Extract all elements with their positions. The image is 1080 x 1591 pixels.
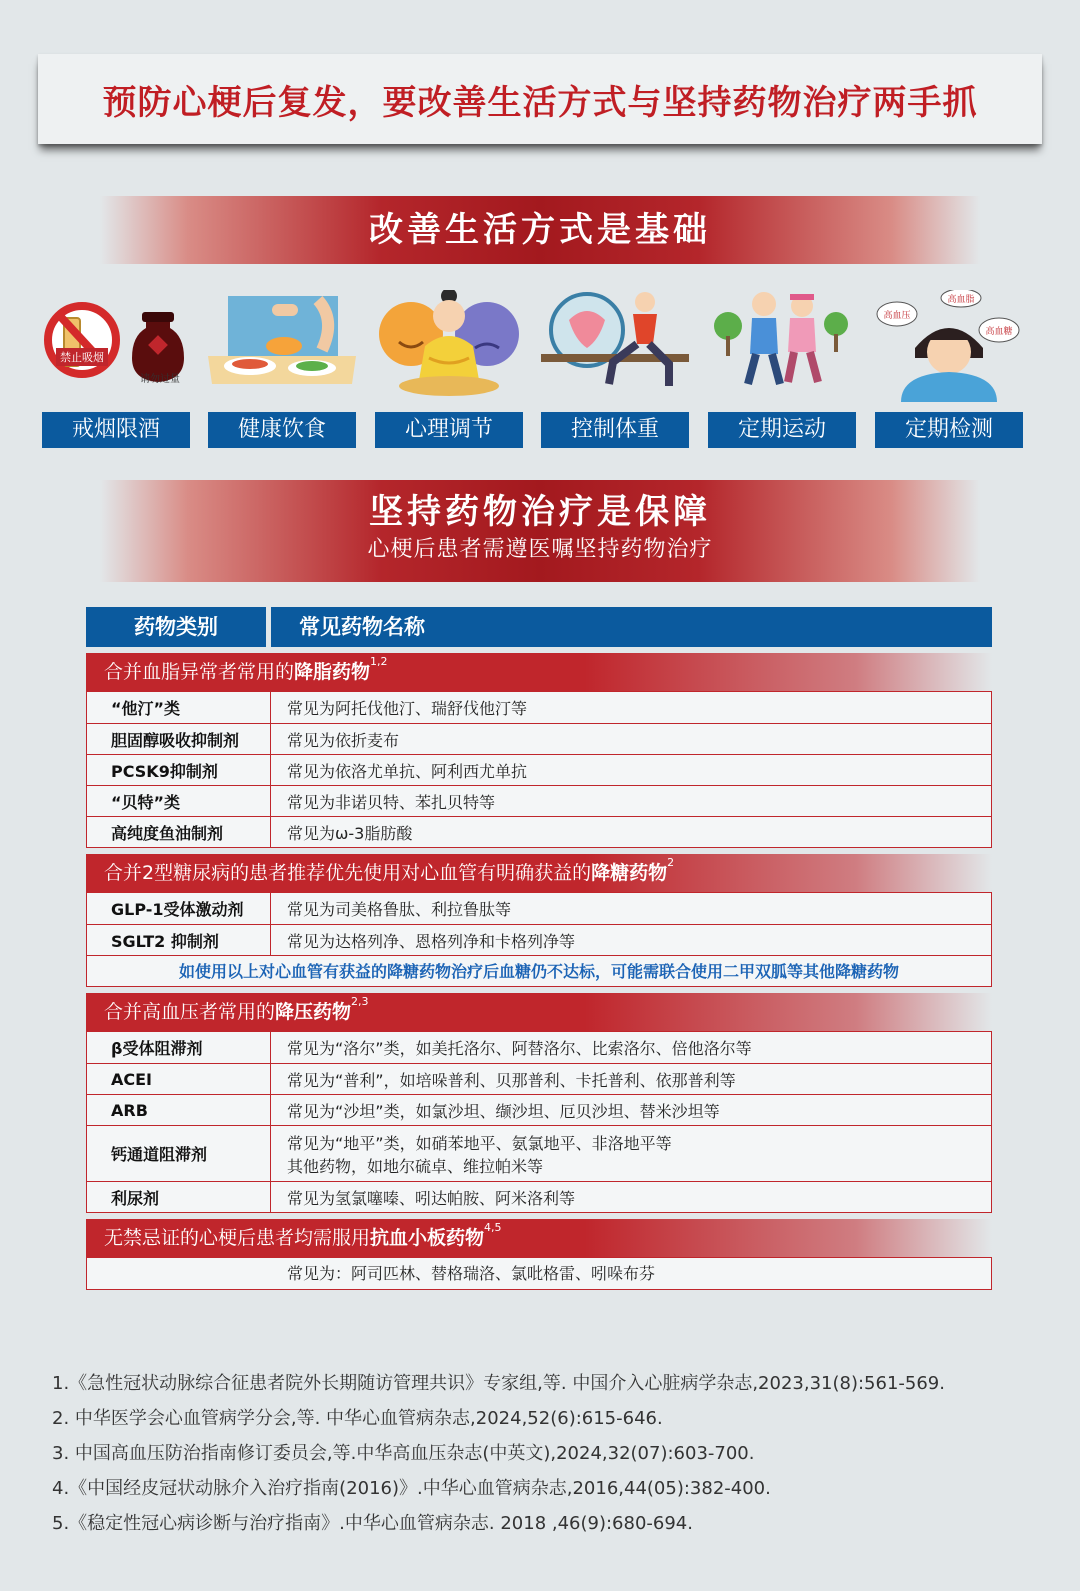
lifestyle-item-healthy-diet [208,290,356,450]
reference-item: 5.《稳定性冠心病诊断与治疗指南》.中华心血管病杂志. 2018 ,46(9):680-694. [52,1513,693,1534]
drug-names-cell [271,786,991,816]
drug-category-cell: “贝特”类 [87,786,271,816]
table-row [87,692,991,723]
drug-category-cell: ARB [87,1095,271,1125]
drug-names-line: 常见为非诺贝特、苯扎贝特等 [287,792,496,812]
section-header-drug-class: 降压药物 [275,1001,352,1023]
walking-icon [708,290,856,402]
table-row [87,1032,991,1063]
references [52,1366,1062,1541]
no-smoking-sign-text: 禁止吸烟 [60,351,104,364]
table-row [87,785,991,816]
drug-names-cell [271,1182,991,1212]
alcohol-caption: 请勿过量 [140,374,180,385]
table-row [87,754,991,785]
drug-names-cell [271,724,991,754]
drug-category-cell: “他汀”类 [87,692,271,723]
drug-names-line: 常见为ω-3脂肪酸 [287,823,413,843]
drug-category-cell: SGLT2 抑制剂 [87,925,271,955]
lifestyle-label: 健康饮食 [208,412,356,448]
lifestyle-label: 戒烟限酒 [42,412,190,448]
bubble-text: 高血压 [883,311,911,321]
drug-category-cell: 钙通道阻滞剂 [87,1126,271,1181]
section-header [86,653,992,691]
lifestyle-item-mental [375,290,523,450]
lifestyle-item-checkup [875,290,1023,450]
section-header [86,854,992,892]
drug-names-cell [271,1126,991,1181]
table-row [87,924,991,955]
drug-category-cell: 高纯度鱼油制剂 [87,817,271,847]
drug-category-cell: 利尿剂 [87,1182,271,1212]
drug-category-cell: ACEI [87,1064,271,1094]
table-row [87,1125,991,1181]
drug-names-line: 常见为阿托伐他汀、瑞舒伐他汀等 [287,699,528,718]
drug-names-cell [271,1095,991,1125]
section-header-drug-class: 降脂药物 [294,661,371,683]
lifestyle-item-weight [541,290,689,450]
section-header-prefix: 合并高血压者常用的 [104,1001,276,1023]
drug-names-cell [271,692,991,723]
lifestyle-item-exercise [708,290,856,450]
healthy-food-icon [208,290,356,402]
page-title: 预防心梗后复发，要改善生活方式与坚持药物治疗两手抓 [102,82,978,123]
column-header-drugs: 常见药物名称 [271,607,992,647]
lifestyle-label: 定期运动 [708,412,856,448]
drug-names-cell [271,893,991,924]
section-rows [86,892,992,987]
drug-names-line: 常见为“普利”，如培哚普利、贝那普利、卡托普利、依那普利等 [287,1070,736,1090]
drug-names-line: 其他药物，如地尔硫卓、维拉帕米等 [287,1156,544,1176]
meditation-icon [375,290,523,402]
table-row [87,816,991,847]
drug-category-cell: 胆固醇吸收抑制剂 [87,724,271,754]
lifestyle-label: 定期检测 [875,412,1023,448]
section-note: 如使用以上对心血管有获益的降糖药物治疗后血糖仍不达标，可能需联合使用二甲双胍等其他降糖药物 [87,955,991,986]
reference-item: 4.《中国经皮冠状动脉介入治疗指南(2016)》.中华心血管病杂志,2016,44(05):382-400. [52,1478,771,1499]
lifestyle-label: 心理调节 [375,412,523,448]
medication-banner-title: 坚持药物治疗是保障 [369,492,711,532]
section-rows [86,1031,992,1213]
table-row [87,723,991,754]
health-check-icon [875,290,1023,402]
drug-names-line: 常见为司美格鲁肽、利拉鲁肽等 [287,900,512,919]
table-row [87,1063,991,1094]
drug-names-cell [271,817,991,847]
reference-item: 2. 中华医学会心血管病学分会,等. 中华心血管病杂志,2024,52(6):615-646. [52,1408,663,1429]
medication-banner [100,480,980,582]
lifestyle-item-quit-smoking [42,290,190,450]
drug-names-line: 常见为“地平”类，如硝苯地平、氨氯地平、非洛地平等 [287,1133,672,1153]
drug-names-line: 常见为氢氯噻嗪、吲达帕胺、阿米洛利等 [287,1188,576,1208]
drug-names-line: 常见为依洛尤单抗、阿利西尤单抗 [287,761,528,781]
reference-item: 3. 中国高血压防治指南修订委员会,等.中华高血压杂志(中英文),2024,32(07):603-700. [52,1443,755,1464]
column-header-category: 药物类别 [86,607,266,647]
lifestyle-icons-row [42,290,1038,450]
section-header [86,1219,992,1257]
drug-names-line: 常见为“洛尔”类，如美托洛尔、阿替洛尔、比索洛尔、倍他洛尔等 [287,1039,752,1058]
section-header-prefix: 合并2型糖尿病的患者推荐优先使用对心血管有明确获益的 [104,862,592,884]
drug-category-cell: GLP-1受体激动剂 [87,893,271,924]
drug-names-line: 常见为达格列净、恩格列净和卡格列净等 [287,931,576,951]
bubble-text: 高血糖 [985,327,1013,337]
bubble-text: 高血脂 [947,295,975,305]
reference-superscript: 1,2 [370,655,388,668]
no-smoking-alcohol-icon [42,290,190,402]
lifestyle-label: 控制体重 [541,412,689,448]
drug-names-cell [271,1064,991,1094]
title-box [38,54,1042,144]
reference-superscript: 2,3 [351,995,369,1008]
table-row [87,1181,991,1212]
section-header [86,993,992,1031]
drug-names-line: 常见为“沙坦”类，如氯沙坦、缬沙坦、厄贝沙坦、替米沙坦等 [287,1101,720,1121]
lifestyle-banner-title: 改善生活方式是基础 [369,210,711,250]
section-rows [86,1257,992,1290]
lifestyle-banner [100,196,980,264]
reference-item: 1.《急性冠状动脉综合征患者院外长期随访管理共识》专家组,等. 中国介入心脏病学杂志,2023,31(8):561-569. [52,1373,945,1394]
drug-names-cell [271,755,991,785]
drug-names-cell [271,925,991,955]
antiplatelet-drugs-row: 常见为：阿司匹林、替格瑞洛、氯吡格雷、吲哚布芬 [287,1264,656,1283]
section-header-drug-class: 抗血小板药物 [370,1227,485,1249]
section-header-prefix: 无禁忌证的心梗后患者均需服用 [104,1227,371,1249]
table-row [87,893,991,924]
table-header [86,607,992,647]
drug-names-cell [271,1032,991,1063]
drug-table [86,607,992,1290]
reference-superscript: 4,5 [484,1221,502,1234]
medication-banner-subtitle: 心梗后患者需遵医嘱坚持药物治疗 [367,537,713,562]
section-header-drug-class: 降糖药物 [591,862,668,884]
table-row [87,1094,991,1125]
drug-category-cell: β受体阻滞剂 [87,1032,271,1063]
reference-superscript: 2 [667,856,675,869]
drug-category-cell: PCSK9抑制剂 [87,755,271,785]
section-rows [86,691,992,848]
weight-exercise-icon [541,290,689,402]
section-header-prefix: 合并血脂异常者常用的 [104,661,295,683]
drug-names-line: 常见为依折麦布 [287,730,400,750]
